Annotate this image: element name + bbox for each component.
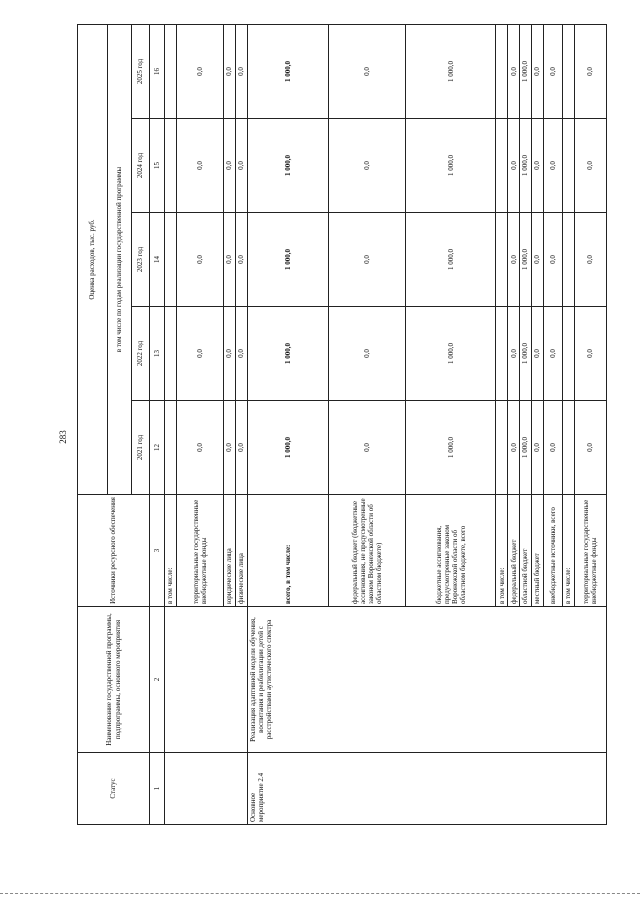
value-cell: 0,0	[508, 401, 520, 495]
source-cell: федеральный бюджет	[508, 495, 520, 607]
value-cell: 0,0	[235, 119, 247, 213]
source-cell: территориальные государственные внебюджетные фонды	[176, 495, 223, 607]
table-body	[165, 24, 607, 824]
source-cell: внебюджетные источники, всего	[543, 495, 562, 607]
value-cell: 1 000,0	[247, 401, 328, 495]
column-index: 12	[150, 401, 165, 495]
value-cell: 0,0	[574, 401, 606, 495]
value-cell	[562, 307, 574, 401]
header-by-years: в том числе по годам реализации государственной программы	[108, 24, 132, 494]
source-cell: федеральный бюджет (бюджетные ассигнования, не предусмотренные законом Воронежской области об областном бюджете)	[329, 495, 406, 607]
value-cell: 0,0	[543, 401, 562, 495]
value-cell: 0,0	[531, 119, 543, 213]
measure-status: Основное мероприятие 2.4	[247, 753, 606, 825]
measure-name: Реализация адаптивной модели обучения, воспитания и реабилитации детей с расстройствами аутистического спектра	[247, 607, 606, 753]
value-cell	[562, 401, 574, 495]
value-cell: 1 000,0	[247, 307, 328, 401]
value-cell: 1 000,0	[247, 119, 328, 213]
column-index: 1	[150, 753, 165, 825]
value-cell: 1 000,0	[519, 24, 531, 118]
source-cell: местный бюджет	[531, 495, 543, 607]
header-sources: Источники ресурсного обеспечения	[78, 495, 150, 607]
value-cell: 0,0	[329, 24, 406, 118]
value-cell: 1 000,0	[247, 213, 328, 307]
header-name: Наименование государственной программы, подпрограммы, основного мероприятия	[78, 607, 150, 753]
value-cell: 0,0	[223, 213, 235, 307]
value-cell: 0,0	[223, 401, 235, 495]
value-cell: 0,0	[235, 401, 247, 495]
value-cell: 0,0	[235, 307, 247, 401]
value-cell: 0,0	[508, 24, 520, 118]
value-cell: 1 000,0	[519, 119, 531, 213]
value-cell: 0,0	[176, 119, 223, 213]
column-index: 2	[150, 607, 165, 753]
value-cell: 1 000,0	[519, 401, 531, 495]
source-cell: в том числе:	[496, 495, 508, 607]
header-year: 2022 год	[132, 307, 150, 401]
source-cell: в том числе:	[165, 495, 177, 607]
value-cell: 0,0	[531, 213, 543, 307]
rotated-document	[77, 25, 607, 825]
value-cell: 0,0	[223, 24, 235, 118]
column-index: 15	[150, 119, 165, 213]
value-cell: 0,0	[329, 119, 406, 213]
value-cell: 0,0	[531, 401, 543, 495]
value-cell: 0,0	[574, 213, 606, 307]
value-cell	[165, 119, 177, 213]
value-cell: 0,0	[574, 119, 606, 213]
value-cell: 0,0	[176, 307, 223, 401]
source-cell: бюджетные ассигнования, предусмотренные законом Воронежской области об областном бюджете, всего	[406, 495, 496, 607]
source-cell: областной бюджет	[519, 495, 531, 607]
value-cell	[562, 24, 574, 118]
header-status: Статус	[78, 753, 150, 825]
value-cell: 0,0	[543, 213, 562, 307]
header-year: 2021 год	[132, 401, 150, 495]
value-cell	[165, 307, 177, 401]
value-cell: 0,0	[531, 24, 543, 118]
table-row	[165, 24, 177, 824]
value-cell: 1 000,0	[406, 401, 496, 495]
value-cell: 0,0	[176, 401, 223, 495]
value-cell: 0,0	[574, 24, 606, 118]
value-cell: 1 000,0	[406, 213, 496, 307]
value-cell: 1 000,0	[519, 213, 531, 307]
value-cell: 0,0	[223, 307, 235, 401]
header-year: 2023 год	[132, 213, 150, 307]
header-estimate: Оценка расходов, тыс. руб.	[78, 24, 108, 494]
value-cell: 0,0	[574, 307, 606, 401]
source-cell: физические лица	[235, 495, 247, 607]
value-cell: 0,0	[176, 213, 223, 307]
value-cell	[562, 119, 574, 213]
value-cell: 0,0	[329, 401, 406, 495]
source-cell: территориальные государственные внебюджетные фонды	[574, 495, 606, 607]
value-cell: 1 000,0	[406, 307, 496, 401]
value-cell	[496, 24, 508, 118]
value-cell: 0,0	[235, 213, 247, 307]
value-cell	[496, 307, 508, 401]
column-index: 3	[150, 495, 165, 607]
value-cell	[165, 213, 177, 307]
value-cell: 0,0	[329, 307, 406, 401]
value-cell: 0,0	[508, 307, 520, 401]
source-cell: всего, в том числе:	[247, 495, 328, 607]
value-cell: 1 000,0	[406, 24, 496, 118]
status-cell	[165, 753, 248, 825]
value-cell: 0,0	[235, 24, 247, 118]
value-cell: 1 000,0	[519, 307, 531, 401]
value-cell	[496, 401, 508, 495]
source-cell: юридические лица	[223, 495, 235, 607]
value-cell: 0,0	[176, 24, 223, 118]
value-cell: 0,0	[543, 307, 562, 401]
value-cell: 0,0	[329, 213, 406, 307]
header-year: 2025 год	[132, 24, 150, 118]
expenditure-table	[77, 24, 607, 825]
header-year: 2024 год	[132, 119, 150, 213]
value-cell: 0,0	[508, 119, 520, 213]
value-cell: 0,0	[223, 119, 235, 213]
column-index: 16	[150, 24, 165, 118]
page-bottom-rule	[0, 893, 640, 894]
value-cell: 1 000,0	[247, 24, 328, 118]
value-cell: 0,0	[531, 307, 543, 401]
value-cell	[165, 24, 177, 118]
value-cell	[165, 401, 177, 495]
column-index: 13	[150, 307, 165, 401]
value-cell	[562, 213, 574, 307]
value-cell: 1 000,0	[406, 119, 496, 213]
table-row	[247, 24, 328, 824]
value-cell	[496, 119, 508, 213]
source-cell: в том числе:	[562, 495, 574, 607]
value-cell: 0,0	[508, 213, 520, 307]
value-cell	[496, 213, 508, 307]
value-cell: 0,0	[543, 119, 562, 213]
page-number: 283	[57, 430, 68, 444]
column-index: 14	[150, 213, 165, 307]
value-cell: 0,0	[543, 24, 562, 118]
name-cell	[165, 607, 248, 753]
